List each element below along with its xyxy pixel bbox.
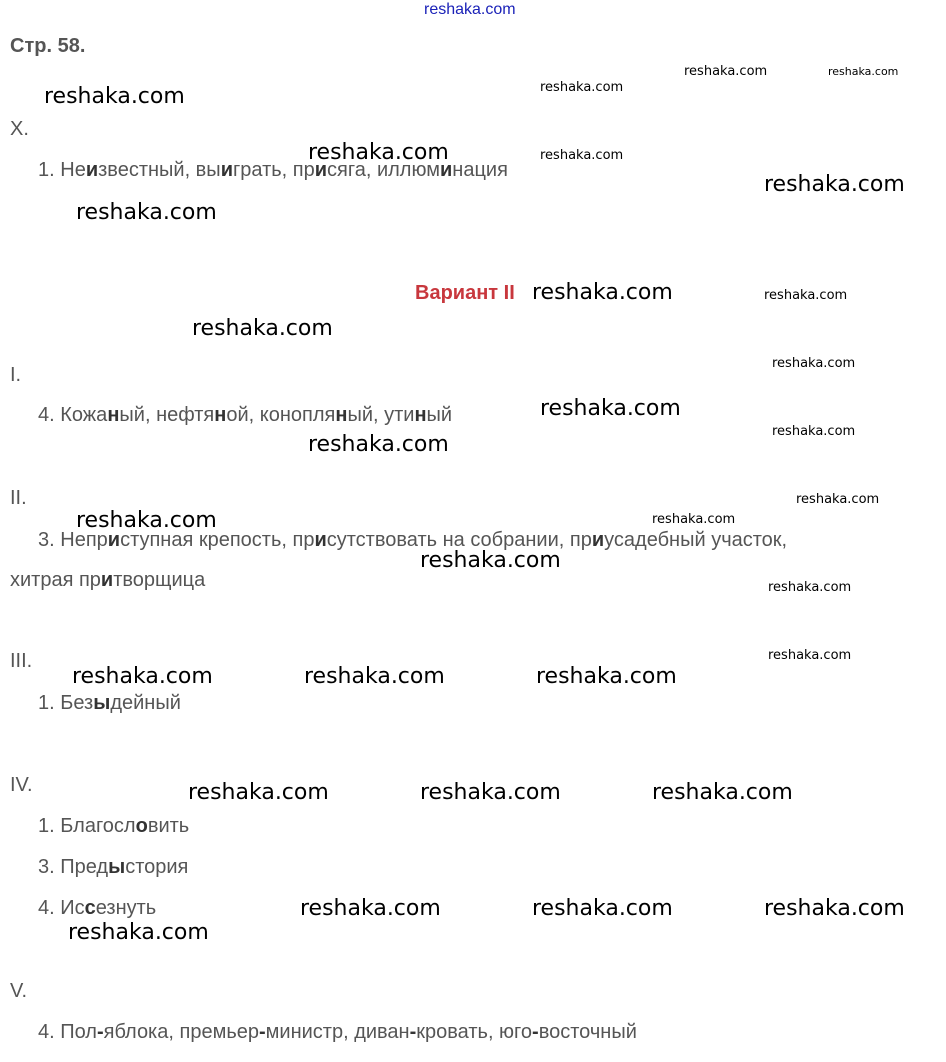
section-ii-line-2: хитрая притворщица <box>10 569 206 591</box>
section-v-line-1: 4. Пол-яблока, премьер-министр, диван-кровать, юго-восточный <box>38 1021 637 1043</box>
section-iii-label: III. <box>10 650 33 672</box>
watermark: reshaka.com <box>652 780 793 805</box>
section-iv-line-1: 1. Благословить <box>38 815 190 837</box>
watermark: reshaka.com <box>768 580 852 595</box>
watermark: reshaka.com <box>420 548 561 573</box>
section-ii-line-1: 3. Неприступная крепость, присутствовать на собрании, приусадебный участок, <box>38 529 788 551</box>
section-iv-line-2: 3. Предыстория <box>38 856 189 878</box>
section-i-label: I. <box>10 364 22 386</box>
watermark: reshaka.com <box>304 664 445 689</box>
watermark: reshaka.com <box>540 148 624 163</box>
section-ii-label: II. <box>10 487 27 509</box>
section-i-line-1: 4. Кожаный, нефтяной, конопляный, утиный <box>38 404 453 426</box>
watermark: reshaka.com <box>532 896 673 921</box>
watermark: reshaka.com <box>72 664 213 689</box>
watermark: reshaka.com <box>796 492 880 507</box>
watermark: reshaka.com <box>764 172 905 197</box>
watermark: reshaka.com <box>540 80 624 95</box>
section-iv-line-3: 4. Иссезнуть <box>38 897 157 919</box>
watermark: reshaka.com <box>192 316 333 341</box>
watermark: reshaka.com <box>652 512 736 527</box>
watermark: reshaka.com <box>308 140 449 165</box>
watermark: reshaka.com <box>684 64 768 79</box>
watermark: reshaka.com <box>828 65 899 78</box>
watermark: reshaka.com <box>772 356 856 371</box>
watermark: reshaka.com <box>768 648 852 663</box>
section-iii-line-1: 1. Безыдейный <box>38 692 181 714</box>
watermark-top: reshaka.com <box>424 1 516 18</box>
section-v-label: V. <box>10 980 28 1002</box>
watermark: reshaka.com <box>76 200 217 225</box>
watermark: reshaka.com <box>44 84 185 109</box>
watermark: reshaka.com <box>76 508 217 533</box>
watermark: reshaka.com <box>764 288 848 303</box>
watermark: reshaka.com <box>536 664 677 689</box>
watermark: reshaka.com <box>68 920 209 945</box>
watermark: reshaka.com <box>308 432 449 457</box>
watermark: reshaka.com <box>764 896 905 921</box>
page-reference: Стр. 58. <box>10 35 86 57</box>
watermark: reshaka.com <box>772 424 856 439</box>
section-x-label: X. <box>10 118 29 140</box>
watermark: reshaka.com <box>300 896 441 921</box>
watermark: reshaka.com <box>532 280 673 305</box>
watermark: reshaka.com <box>188 780 329 805</box>
watermark: reshaka.com <box>420 780 561 805</box>
watermark: reshaka.com <box>540 396 681 421</box>
section-x-line-1: 1. Неизвестный, выиграть, присяга, иллюминация <box>38 159 508 181</box>
section-iv-label: IV. <box>10 774 33 796</box>
variant-title: Вариант II <box>415 282 515 304</box>
